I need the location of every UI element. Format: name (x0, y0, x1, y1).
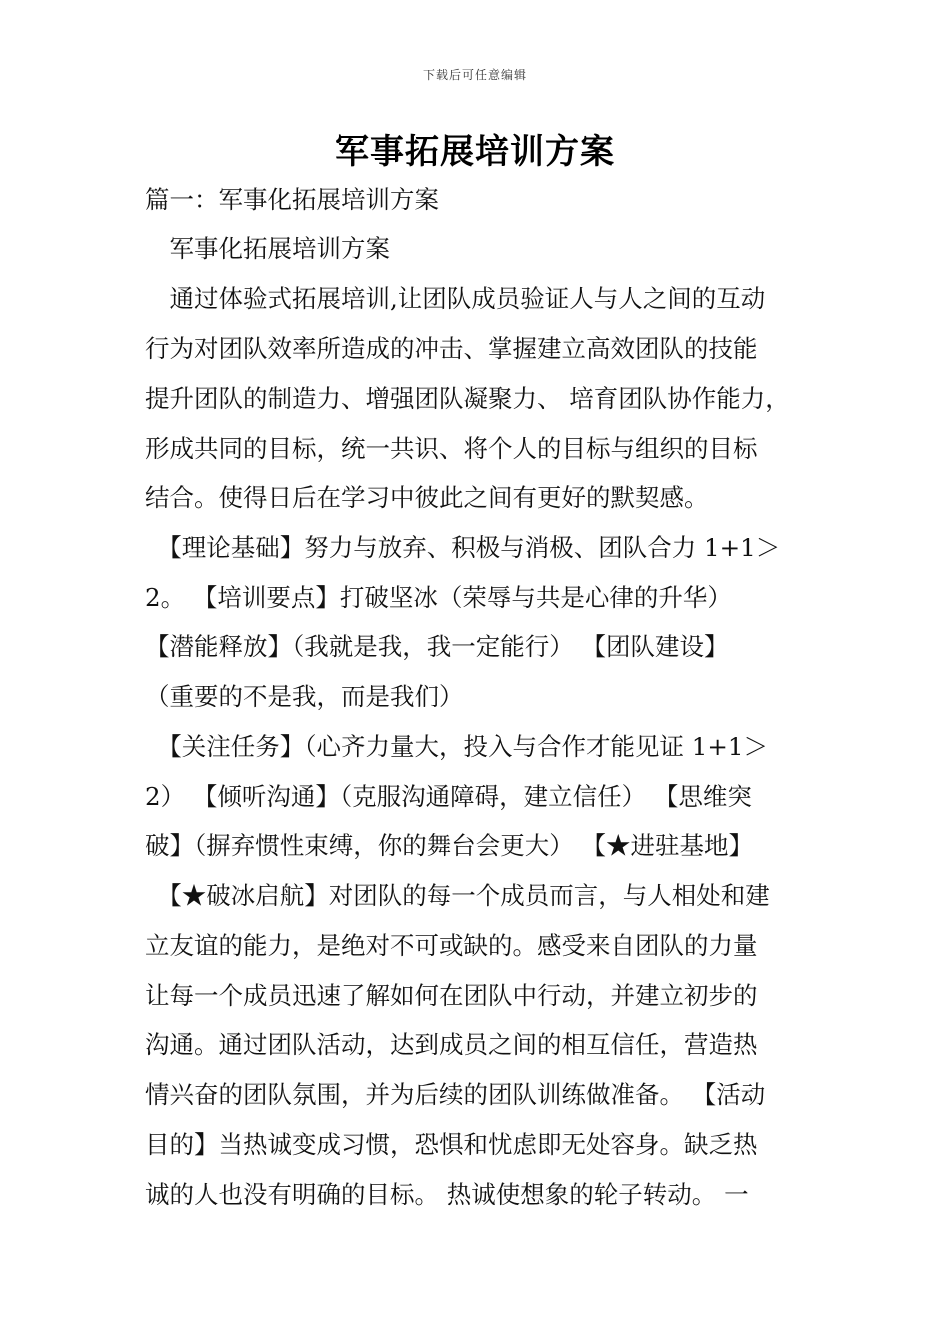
body-line: 2。 【培训要点】打破坚冰（荣辱与共是心律的升华） (145, 583, 732, 612)
body-line: 【理论基础】努力与放弃、积极与消极、团队合力 1+1＞ (145, 533, 781, 562)
body-line: 情兴奋的团队氛围，并为后续的团队训练做准备。 【活动 (145, 1080, 766, 1109)
header-note: 下载后可任意编辑 (422, 68, 527, 82)
body-line: （重要的不是我，而是我们） (145, 682, 464, 711)
body-line: 篇一：军事化拓展培训方案 (145, 185, 439, 214)
body-line: 沟通。通过团队活动，达到成员之间的相互信任，营造热 (145, 1030, 758, 1059)
body-line: 让每一个成员迅速了解如何在团队中行动，并建立初步的 (145, 981, 758, 1010)
body-line: 【★破冰启航】对团队的每一个成员而言，与人相处和建 (145, 881, 770, 910)
body-line: 通过体验式拓展培训,让团队成员验证人与人之间的互动 (145, 284, 766, 313)
body-line: 行为对团队效率所造成的冲击、掌握建立高效团队的技能 (145, 334, 758, 363)
body-line: 【关注任务】（心齐力量大，投入与合作才能见证 1+1＞ (145, 732, 768, 761)
body-line: 结合。使得日后在学习中彼此之间有更好的默契感。 (145, 483, 709, 512)
body-line: 立友谊的能力，是绝对不可或缺的。感受来自团队的力量 (145, 931, 758, 960)
document-title: 军事拓展培训方案 (335, 132, 615, 172)
body-line: 形成共同的目标，统一共识、将个人的目标与组织的目标 (145, 434, 758, 463)
body-line: 2） 【倾听沟通】（克服沟通障碍，建立信任） 【思维突 (145, 782, 752, 811)
body-line: 【潜能释放】（我就是我，我一定能行） 【团队建设】 (145, 632, 729, 661)
body-line: 目的】当热诚变成习惯，恐惧和忧虑即无处容身。缺乏热 (145, 1130, 758, 1159)
body-line: 提升团队的制造力、增强团队凝聚力、 培育团队协作能力， (145, 384, 790, 413)
body-line: 军事化拓展培训方案 (145, 234, 390, 263)
body-line: 破】（摒弃惯性束缚，你的舞台会更大） 【★进驻基地】 (145, 831, 754, 860)
body-line: 诚的人也没有明确的目标。 热诚使想象的轮子转动。 一 (145, 1180, 749, 1209)
